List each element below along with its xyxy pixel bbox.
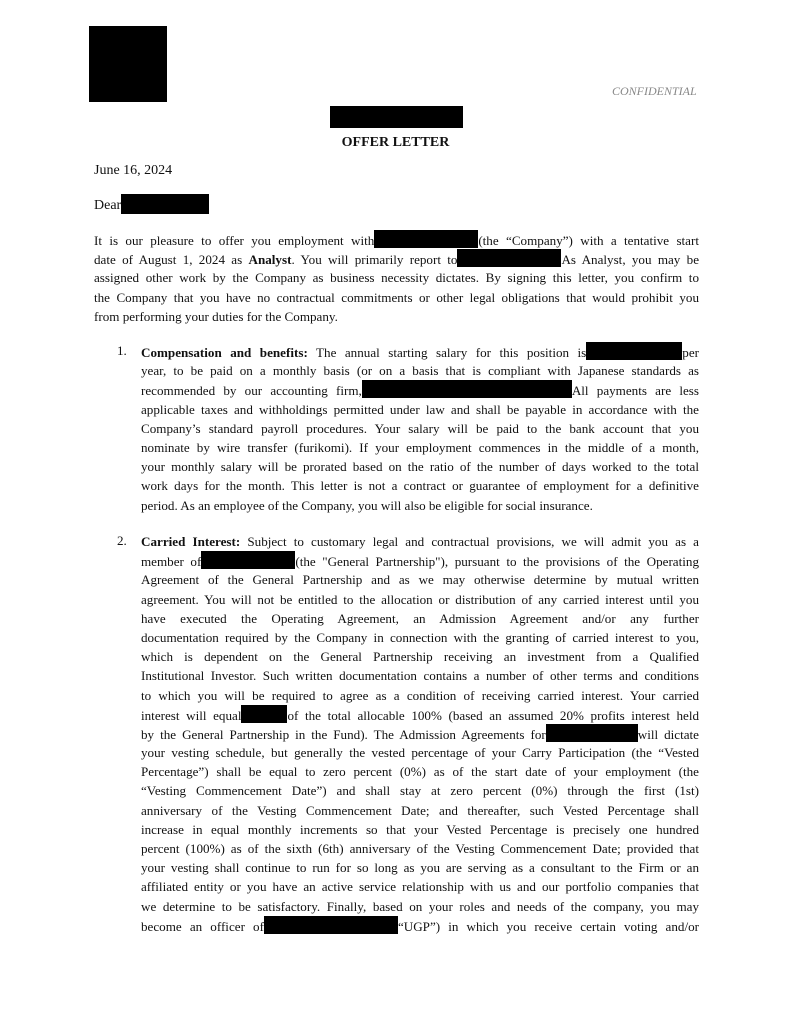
section-2-line: Percentage”) shall be equal to zero percent (0%) as of the start date of your employment (the xyxy=(141,764,699,780)
salutation-text: Dear xyxy=(94,198,122,213)
intro-line: assigned other work by the Company as business necessity dictates. By signing this letter, you confirm to xyxy=(94,270,699,286)
redacted-logo xyxy=(89,26,167,102)
redacted-accounting-firm xyxy=(362,380,572,398)
section-2-paragraph xyxy=(141,532,699,935)
intro-line: It is our pleasure to offer you employment with (the “Company”) with a tentative start xyxy=(94,230,699,249)
letter-date: June 16, 2024 xyxy=(94,163,173,178)
redacted-company-name xyxy=(330,106,463,128)
section-2-line: agreement. You will not be entitled to the allocation or distribution of any carried interest until you xyxy=(141,591,699,607)
section-2-line: “Vesting Commencement Date”) and shall stay at zero percent (0%) through the first (1st) xyxy=(141,783,699,799)
role-name: Analyst xyxy=(248,252,292,268)
intro-line: from performing your duties for the Company. xyxy=(94,308,338,324)
section-2-line: which is dependent on the General Partnership receiving an investment from a Qualified xyxy=(141,649,699,665)
section-1-line: Company’s standard payroll procedures. Your salary will be paid to the bank account that you xyxy=(141,420,699,436)
section-2-heading: Carried Interest: xyxy=(141,534,241,549)
salutation xyxy=(94,194,209,214)
section-2-line: we determine to be satisfactory. Finally, based on your roles and needs of the company, you may xyxy=(141,898,699,914)
section-2-line: documentation required by the Company in connection with the granting of carried interest to you, xyxy=(141,629,699,645)
section-2-line: to which you will be required to agree as a condition of receiving carried interest. Your carried xyxy=(141,687,699,703)
section-1-line: period. As an employee of the Company, you will also be eligible for social insurance. xyxy=(141,497,593,513)
section-2-line: Agreement of the General Partnership and as we may otherwise determine by mutual written xyxy=(141,572,699,588)
intro-line: the Company that you have no contractual commitments or other legal obligations that would prohibit you xyxy=(94,289,699,305)
redacted-general-partnership xyxy=(201,551,295,569)
section-2-line: become an officer of “UGP”) in which you receive certain voting and/or xyxy=(141,916,699,935)
redacted-salary xyxy=(586,342,682,360)
redacted-fund-name xyxy=(546,724,638,742)
section-2-line: have executed the Operating Agreement, an Admission Agreement and/or any further xyxy=(141,610,699,626)
section-2-line: affiliated entity or you have an active service relationship with us and our portfolio companies that xyxy=(141,879,699,895)
section-2-line: percent (100%) as of the sixth (6th) anniversary of the Vesting Commencement Date; provided that xyxy=(141,841,699,856)
redacted-company xyxy=(374,230,478,248)
section-2-line: Carried Interest: Subject to customary legal and contractual provisions, we will admit you as a xyxy=(141,534,699,549)
section-1-line: applicable taxes and withholdings permitted under law and shall be payable in accordance with the xyxy=(141,401,699,417)
redacted-manager xyxy=(457,249,561,267)
intro-line: date of August 1, 2024 as Analyst. You will primarily report to As Analyst, you may be xyxy=(94,249,699,268)
section-1-line: work days for the month. This letter is not a contract or guarantee of employment for a definitive xyxy=(141,478,699,494)
confidential-label: CONFIDENTIAL xyxy=(612,84,697,98)
redacted-recipient-name xyxy=(121,194,209,214)
section-1-line: recommended by our accounting firm, All payments are less xyxy=(141,380,699,399)
redacted-carry-percentage xyxy=(241,705,287,723)
page-title: OFFER LETTER xyxy=(341,135,450,150)
section-1-line: year, to be paid on a monthly basis (or on a basis that is compliant with Japanese standards as xyxy=(141,363,699,379)
redacted-ugp-name xyxy=(264,916,398,934)
section-1-heading: Compensation and benefits: xyxy=(141,345,308,360)
section-1-paragraph xyxy=(141,342,699,515)
intro-paragraph xyxy=(94,230,699,326)
section-2-line: member of (the "General Partnership"), pursuant to the provisions of the Operating xyxy=(141,551,699,570)
section-2-line: Institutional Investor. Such written documentation contains a number of other terms and conditions xyxy=(141,668,699,684)
section-2-line: your vesting schedule, but generally the vested percentage of your Carry Participation (the “Vested xyxy=(141,745,699,761)
section-2-number: 2. xyxy=(117,533,127,548)
section-1-line: nominate by wire transfer (furikomi). If your employment commences in the middle of a month, xyxy=(141,439,699,455)
section-1-line: your monthly salary will be prorated based on the ratio of the number of days worked to the total xyxy=(141,459,699,475)
section-2-line: your vesting shall continue to run for so long as you are serving as a consultant to the Firm or an xyxy=(141,860,699,876)
section-1-line: Compensation and benefits: The annual starting salary for this position is per xyxy=(141,342,699,361)
section-2-line: by the General Partnership in the Fund). The Admission Agreements for will dictate xyxy=(141,724,699,743)
section-2-line: interest will equal of the total allocable 100% (based an assumed 20% profits interest held xyxy=(141,705,699,724)
section-2-line: increase in equal monthly increments so that your Vested Percentage is precisely one hundred xyxy=(141,821,699,837)
section-1-number: 1. xyxy=(117,343,127,358)
section-2-line: anniversary of the Vesting Commencement Date; and thereafter, such Vested Percentage shall xyxy=(141,802,699,818)
